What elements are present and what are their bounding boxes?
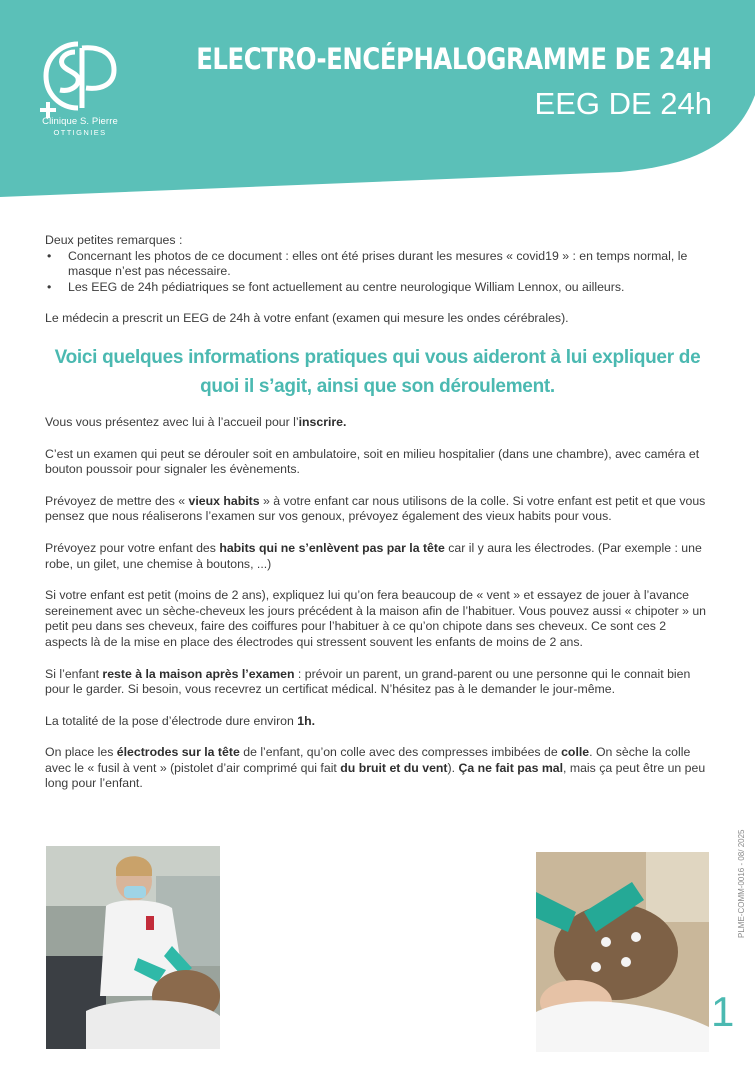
- highlight-heading: Voici quelques informations pratiques qui vous aideront à lui expliquer de quoi il s’agit, ainsi que son déroulement.: [54, 346, 701, 397]
- clinic-name: Clinique S. Pierre: [42, 116, 118, 127]
- page-title: ELECTRO-ENCÉPHALOGRAMME DE 24H: [196, 42, 712, 76]
- paragraph-examen: C’est un examen qui peut se dérouler soit en ambulatoire, soit en milieu hospitalier (dans une chambre), avec caméra et bouton poussoir pour signaler les évènements.: [45, 446, 700, 477]
- paragraph-maison: Si l’enfant reste à la maison après l’examen : prévoir un parent, un grand-parent ou une personne qui le connait bien pour le garder. Si besoin, vous recevrez un certificat médical. N’hésitez pas à le demander le jour-même.: [45, 666, 691, 697]
- paragraph-duree: La totalité de la pose d’électrode dure environ 1h.: [45, 713, 316, 728]
- paragraph-colle: On place les électrodes sur la tête de l’enfant, qu’on colle avec des compresses imbibées de colle. On sèche la colle avec le « fusil à vent » (pistolet d’air comprimé qui fait du bruit et du vent). Ça ne fait pas mal, mais ça peut être un peu long pour l’enfant.: [45, 745, 706, 791]
- page-number: 1: [711, 988, 735, 1035]
- prescription-paragraph: Le médecin a prescrit un EEG de 24h à votre enfant (examen qui mesure les ondes cérébrales).: [45, 311, 569, 326]
- photo-electrodes-on-head: [536, 852, 709, 1052]
- remarks-list: [45, 249, 710, 296]
- remarks-intro: Deux petites remarques :: [45, 233, 183, 247]
- document-code: PLME-COMM-0016 - 08/ 2025: [737, 829, 746, 938]
- remark-item: • Concernant les photos de ce document : elles ont été prises durant les mesures « covid19 » : en temps normal, le masque n’est pas nécessaire.: [45, 249, 710, 280]
- page-subtitle: EEG DE 24h: [534, 86, 712, 121]
- paragraph-habits: Prévoyez de mettre des « vieux habits » à votre enfant car nous utilisons de la colle. Si votre enfant est petit et que vous pensez que nous réaliserons l’examen sur vos genoux, prévoyez également des vieux habits pour vous.: [45, 493, 706, 524]
- paragraph-inscrire: Vous vous présentez avec lui à l’accueil pour l’inscrire.: [45, 414, 347, 429]
- photo-nurse-placing-electrodes: [46, 846, 220, 1049]
- paragraph-tete: Prévoyez pour votre enfant des habits qui ne s’enlèvent pas par la tête car il y aura les électrodes. (Par exemple : une robe, un gilet, une chemise à boutons, ...): [45, 540, 702, 571]
- paragraph-petit: Si votre enfant est petit (moins de 2 ans), expliquez lui qu’on fera beaucoup de « vent » et essayez de jouer à l’avance sereinement avec un sèche-cheveux les jours précédent à la maison afin de l’habituer. Vous pouvez aussi « chipoter » un petit peu dans ses cheveux, faire des coiffures pour l’habituer à ce qu’on chipote dans ses cheveux. Ce sont ces 2 aspects là de la mise en place des électrodes qui stressent souvent les enfants de moins de 2 ans.: [45, 588, 707, 649]
- remark-item: • Les EEG de 24h pédiatriques se font actuellement au centre neurologique William Lennox, ou ailleurs.: [45, 280, 710, 296]
- clinic-city: OTTIGNIES: [53, 128, 107, 137]
- document-body: [45, 233, 710, 808]
